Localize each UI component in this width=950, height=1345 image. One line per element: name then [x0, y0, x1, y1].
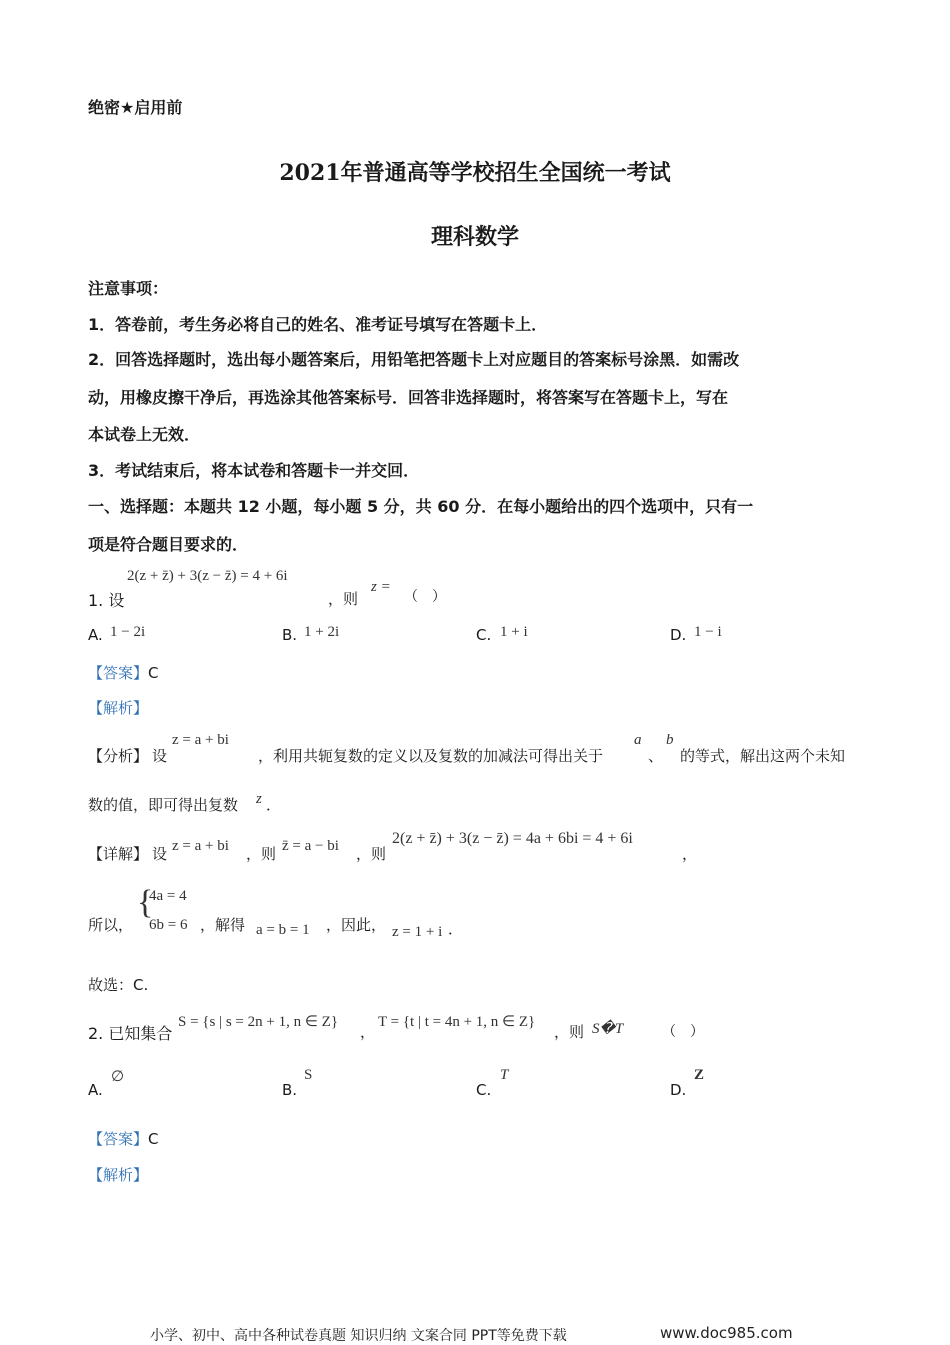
q1-system-eq1: 4a = 4 [149, 888, 187, 904]
q1-solve-f: a = b = 1 [256, 922, 310, 938]
q2-answer-tag: 【答案】 [88, 1130, 149, 1148]
q2-answer-row [88, 1128, 159, 1149]
q1-option-a: 1 − 2i [110, 624, 146, 640]
q2-option-b: S [304, 1067, 313, 1083]
q2-then: ，则 [554, 1023, 585, 1041]
q2-option-c: T [500, 1067, 509, 1083]
q1-detail-f1: z = a + bi [172, 838, 229, 854]
notice-item-1: 1．答卷前，考生务必将自己的姓名、准考证号填写在答题卡上． [88, 315, 548, 334]
q1-choose: 故选：C. [88, 976, 149, 994]
q1-system-brace: { [137, 884, 154, 921]
q1-fenxi-z: z [256, 791, 262, 807]
q1-fenxi-tag: 【分析】 [88, 747, 149, 765]
q1-detail-f2: z̄ = a − bi [282, 838, 339, 854]
q2-comma: ， [360, 1023, 376, 1041]
q1-system-eq2: 6b = 6 [149, 917, 188, 933]
notice-item-3: 3．考试结束后，将本试卷和答题卡一并交回． [88, 461, 420, 480]
q2-set-t: T = {t | t = 4n + 1, n ∈ Z} [378, 1014, 536, 1030]
q2-option-a: ∅ [111, 1069, 125, 1085]
q2-expr: S�T [592, 1021, 624, 1037]
q1-detail-tag: 【详解】 [88, 845, 149, 863]
q1-hence-end: ． [448, 920, 464, 938]
q2-option-a-label: A. [88, 1081, 103, 1099]
q1-analysis-tag: 【解析】 [88, 699, 149, 717]
q2-analysis-tag: 【解析】 [88, 1166, 149, 1184]
notice-item-2-line-3: 本试卷上无效． [88, 425, 201, 444]
q1-detail-t1: 设 [152, 845, 168, 863]
q1-formula: 2(z + z̄) + 3(z − z̄) = 4 + 6i [127, 568, 288, 584]
q1-var: z = [371, 579, 391, 595]
q1-fenxi-a: a [634, 732, 642, 748]
q1-so: 所以， [88, 916, 134, 934]
notice-item-2-line-1: 2．回答选择题时，选出每小题答案后，用铅笔把答题卡上对应题目的答案标号涂黑．如需改 [88, 350, 740, 369]
q1-fenxi-t2: ，利用共轭复数的定义以及复数的加减法可得出关于 [258, 747, 604, 765]
q1-fenxi-f1: z = a + bi [172, 732, 229, 748]
q1-mid: ，则 [328, 590, 359, 608]
notice-heading: 注意事项： [88, 279, 169, 298]
secret-label: 绝密★启用前 [88, 98, 183, 117]
q1-answer-row [88, 662, 159, 683]
q1-detail-t2: ，则 [246, 845, 277, 863]
q2-set-s: S = {s | s = 2n + 1, n ∈ Z} [178, 1014, 339, 1030]
q1-option-b-label: B. [282, 626, 298, 644]
q2-option-d: Z [694, 1067, 705, 1083]
q1-solve: ，解得 [200, 916, 246, 934]
q1-answer-tag: 【答案】 [88, 664, 149, 682]
q1-option-a-label: A. [88, 626, 103, 644]
q1-fenxi-t3: 的等式，解出这两个未知 [680, 747, 846, 765]
footer-text: 小学、初中、高中各种试卷真题 知识归纳 文案合同 PPT等免费下载 [150, 1328, 567, 1344]
section-heading-line-1: 一、选择题：本题共 12 小题，每小题 5 分，共 60 分．在每小题给出的四个选项中，只有一 [88, 497, 754, 516]
q1-detail-f3: 2(z + z̄) + 3(z − z̄) = 4a + 6bi = 4 + 6i [392, 830, 633, 847]
q1-detail-t3: ，则 [356, 845, 387, 863]
q1-fenxi-t1: 设 [152, 747, 168, 765]
q2-option-c-label: C. [476, 1081, 492, 1099]
notice-item-2-line-2: 动，用橡皮擦干净后，再选涂其他答案标号．回答非选择题时，将答案写在答题卡上，写在 [88, 388, 729, 407]
q1-option-c: 1 + i [500, 624, 528, 640]
q1-fenxi-b: b [666, 732, 674, 748]
q1-hence: ，因此， [326, 916, 387, 934]
q1-option-d: 1 − i [694, 624, 722, 640]
exam-title: 2021年普通高等学校招生全国统一考试 [279, 160, 671, 186]
q1-fenxi-end: ． [266, 796, 282, 814]
q2-option-b-label: B. [282, 1081, 298, 1099]
q2-option-d-label: D. [670, 1081, 687, 1099]
exam-subject: 理科数学 [430, 224, 519, 250]
q1-fenxi-sep: 、 [648, 747, 664, 765]
q1-fenxi-l2: 数的值，即可得出复数 [88, 796, 239, 814]
q1-prefix: 1. 设 [88, 591, 125, 610]
footer-url[interactable]: www.doc985.com [660, 1324, 793, 1342]
q1-option-b: 1 + 2i [304, 624, 340, 640]
q1-hence-f: z = 1 + i [392, 924, 443, 940]
q1-detail-end: ， [682, 845, 698, 863]
q1-answer: C [148, 664, 159, 682]
q2-prefix: 2. 已知集合 [88, 1024, 173, 1043]
q2-answer: C [148, 1130, 159, 1148]
q1-option-d-label: D. [670, 626, 687, 644]
q1-paren: （ ） [404, 589, 446, 605]
q2-paren: （ ） [662, 1024, 704, 1040]
section-heading-line-2: 项是符合题目要求的． [88, 535, 249, 554]
q1-option-c-label: C. [476, 626, 492, 644]
